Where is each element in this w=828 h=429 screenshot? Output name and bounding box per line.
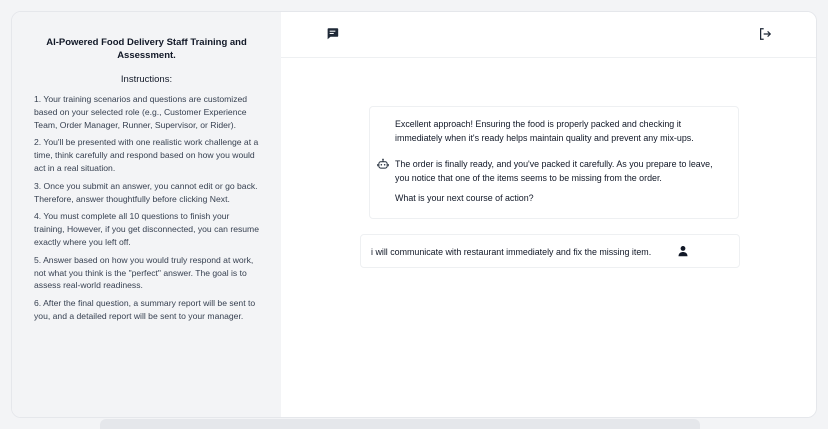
- logout-icon[interactable]: [758, 27, 772, 41]
- robot-icon: [377, 158, 389, 170]
- instruction-item: 6. After the final question, a summary report will be sent to you, and a detailed report will be sent to your manager.: [34, 298, 256, 321]
- user-icon: [677, 245, 689, 257]
- instruction-item: 2. You'll be presented with one realistic work challenge at a time, think carefully and respond based on how you would act in a real situation.: [34, 137, 259, 173]
- user-message-text: i will communicate with restaurant immediately and fix the missing item.: [371, 247, 652, 257]
- instruction-item: 1. Your training scenarios and questions are customized based on your selected role (e.g., Customer Experience Team, Order Manager, Runner, Supervisor, or Rider).: [34, 94, 248, 130]
- chat-toolbar: [281, 12, 816, 58]
- instruction-item: 5. Answer based on how you would truly respond at work, not what you think is the "perfect" answer. The goal is to assess real-world readiness.: [34, 254, 254, 291]
- bot-question-text: The order is finally ready, and you've packed it carefully. As you prepare to leave, you notice that one of the items seems to be missing from the order.: [395, 159, 713, 183]
- bottom-shadow: [100, 419, 700, 429]
- instruction-item: 3. Once you submit an answer, you cannot edit or go back. Therefore, answer thoughtfully before clicking Next.: [34, 180, 258, 204]
- instructions-list: [34, 93, 259, 323]
- user-message: [360, 234, 740, 268]
- instructions-sidebar: [12, 12, 281, 417]
- instructions-heading: Instructions:: [120, 74, 173, 85]
- bot-message: [369, 106, 739, 219]
- bot-feedback-text: Excellent approach! Ensuring the food is properly packed and checking it immediately when it's ready helps maintain quality and prevent any mix-ups.: [395, 119, 694, 143]
- app-window: [11, 11, 817, 418]
- chat-panel: [281, 12, 816, 417]
- instruction-item: 4. You must complete all 10 questions to finish your training, However, if you get disconnected, you can resume exactly where you left off.: [34, 211, 259, 247]
- chat-icon[interactable]: [326, 27, 339, 40]
- bot-prompt-text: What is your next course of action?: [395, 193, 534, 203]
- page-title: AI-Powered Food Delivery Staff Training and Assessment.: [46, 37, 247, 61]
